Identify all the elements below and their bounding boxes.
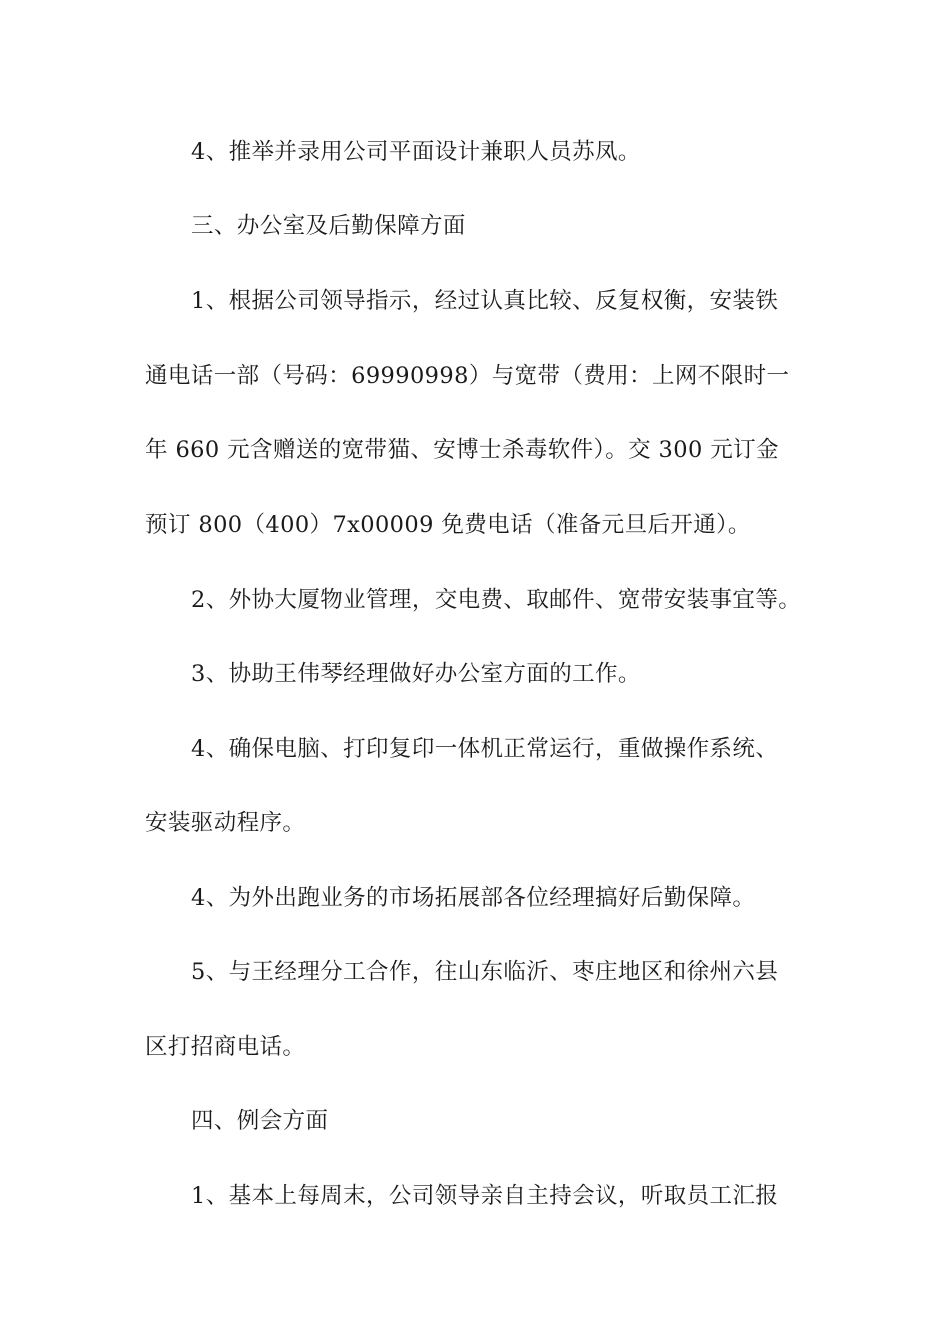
paragraph-line: 2、外协大厦物业管理，交电费、取邮件、宽带安装事宜等。 (191, 587, 802, 613)
paragraph-line: 年 660 元含赠送的宽带猫、安博士杀毒软件）。交 300 元订金 (145, 437, 779, 463)
paragraph-line: 1、根据公司领导指示，经过认真比较、反复权衡，安装铁 (191, 288, 779, 314)
paragraph-line: 3、协助王伟琴经理做好办公室方面的工作。 (191, 661, 641, 687)
paragraph-line: 1、基本上每周末，公司领导亲自主持会议，听取员工汇报 (191, 1183, 779, 1209)
paragraph-line: 4、为外出跑业务的市场拓展部各位经理搞好后勤保障。 (191, 885, 756, 911)
paragraph-line: 通电话一部（号码：69990998）与宽带（费用：上网不限时一 (145, 363, 790, 389)
paragraph-line: 区打招商电话。 (145, 1034, 306, 1060)
paragraph-line: 5、与王经理分工合作，往山东临沂、枣庄地区和徐州六县 (191, 959, 779, 985)
paragraph-line: 预订 800（400）7x00009 免费电话（准备元旦后开通）。 (145, 512, 751, 538)
paragraph-line: 安装驱动程序。 (145, 810, 306, 836)
paragraph-line: 4、推举并录用公司平面设计兼职人员苏凤。 (191, 139, 641, 165)
paragraph-line: 4、确保电脑、打印复印一体机正常运行，重做操作系统、 (191, 736, 779, 762)
section-heading: 三、办公室及后勤保障方面 (191, 213, 466, 239)
section-heading: 四、例会方面 (191, 1108, 329, 1134)
